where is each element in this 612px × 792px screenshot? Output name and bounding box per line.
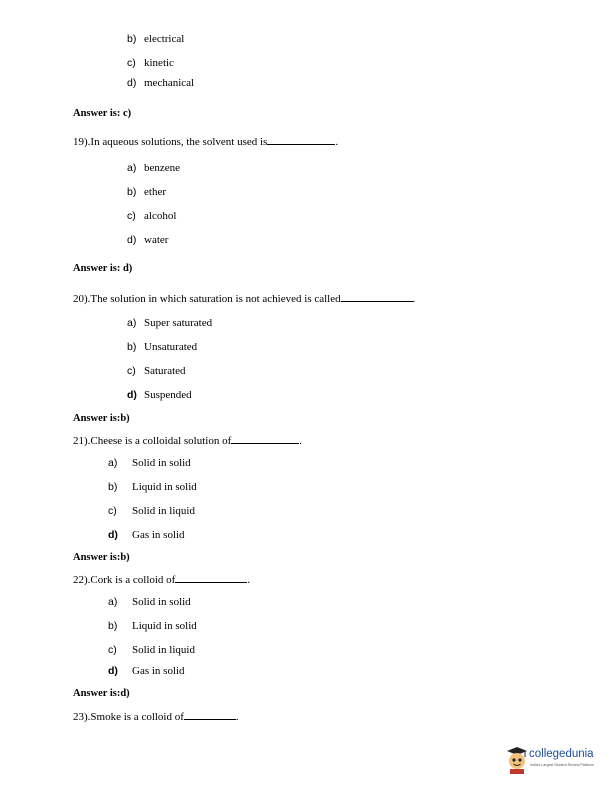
collegedunia-logo[interactable] (505, 744, 601, 776)
logo-tagline: India's Largest Student Review Platform (530, 763, 594, 767)
question-23: 23).Smoke is a colloid of . (73, 711, 239, 723)
option-q22-a: a) Solid in solid (108, 596, 191, 608)
option-q19-a: a) benzene (127, 162, 181, 174)
option-q20-a: a) Super saturated (127, 317, 213, 329)
option-q21-c: c) Solid in liquid (108, 505, 195, 517)
option-q20-d: d) Suspended (127, 389, 192, 401)
answer-q18: Answer is: c) (73, 108, 132, 119)
option-q22-d: d) Gas in solid (108, 665, 185, 677)
option-q22-b: b) Liquid in solid (108, 620, 197, 632)
option-q21-a: a) Solid in solid (108, 457, 191, 469)
answer-blank (341, 291, 413, 302)
graduate-mascot-icon (505, 744, 529, 774)
answer-q21: Answer is:b) (73, 552, 130, 563)
option-q18-c: c) kinetic (127, 57, 174, 69)
option-q22-c: c) Solid in liquid (108, 644, 195, 656)
question-19: 19).In aqueous solutions, the solvent used is . (73, 136, 339, 148)
answer-blank (267, 134, 335, 145)
answer-blank (175, 572, 247, 583)
option-q21-b: b) Liquid in solid (108, 481, 197, 493)
answer-q19: Answer is: d) (73, 263, 133, 274)
answer-q20: Answer is:b) (73, 413, 130, 424)
option-q19-c: c) alcohol (127, 210, 177, 222)
option-q18-b: b) electrical (127, 33, 185, 45)
answer-blank (184, 709, 236, 720)
question-20: 20).The solution in which saturation is not achieved is called . (73, 293, 416, 305)
option-q20-c: c) Saturated (127, 365, 186, 377)
option-q20-b: b) Unsaturated (127, 341, 198, 353)
question-22: 22).Cork is a colloid of . (73, 574, 251, 586)
logo-wordmark: collegedunia (529, 748, 594, 760)
option-q21-d: d) Gas in solid (108, 529, 185, 541)
question-21: 21).Cheese is a colloidal solution of . (73, 435, 302, 447)
option-q19-b: b) ether (127, 186, 166, 198)
option-q18-d: d) mechanical (127, 77, 195, 89)
answer-q22: Answer is:d) (73, 688, 130, 699)
answer-blank (231, 433, 299, 444)
option-q19-d: d) water (127, 234, 169, 246)
